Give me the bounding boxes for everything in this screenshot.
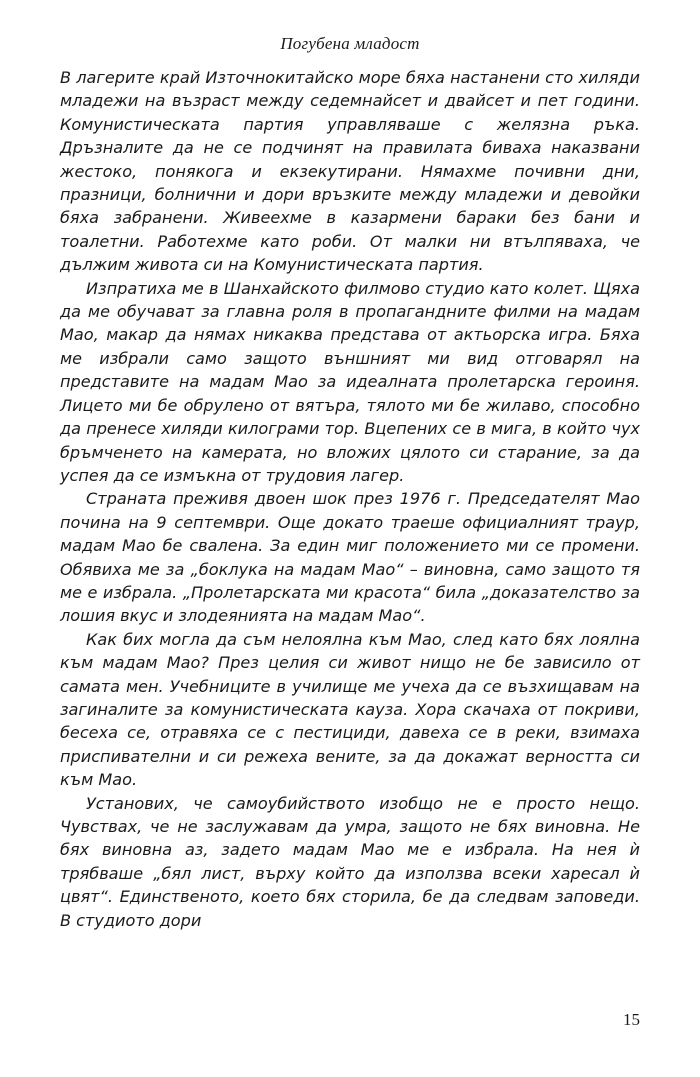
page-number: 15 — [623, 1010, 640, 1029]
body-text — [60, 66, 640, 932]
paragraph: Страната преживя двоен шок през 1976 г. Председателят Мао почина на 9 септември. Още докато траеше официалният траур, мадам Мао бе свалена. За един миг положението ми се промени. Обявиха ме за „боклука на мадам Мао“ – виновна, само защото тя ме е избрала. „Пролетарската ми красота“ била „доказателство за лошия вкус и злодеянията на мадам Мао“. — [60, 489, 640, 626]
paragraph: Как бих могла да съм нелоялна към Мао, след като бях лоялна към мадам Мао? През целия си живот нищо не бе зависило от самата мен. Учебниците в училище ме учеха да се възхищавам на загиналите за комунистическата кауза. Хора скачаха от покриви, бесеха се, отравяха се с пестициди, давеха се в реки, взимаха приспивателни и си режеха вените, за да докажат верността си към Мао. — [60, 629, 640, 790]
paragraph: Изпратиха ме в Шанхайското филмово студио като колет. Щяха да ме обучават за главна роля в пропагандните филми на мадам Мао, макар да нямах никаква представа от актьорска игра. Бяха ме избрали само защото външният ми вид отговарял на представите на мадам Мао за идеалната пролетарска героиня. Лицето ми бе обрулено от вятъра, тялото ми бе жилаво, способно да пренесе хиляди килограми тор. Вцепених се в мига, в който чух бръмченето на камерата, но вложих цялото си старание, за да успея да се измъкна от трудовия лагер. — [60, 278, 640, 485]
paragraph: Установих, че самоубийството изобщо не е просто нещо. Чувствах, че не заслужавам да умра, защото не бях виновна. Не бях виновна аз, задето мадам Мао ме е избрала. На нея ѝ трябваше „бял лист, върху който да използва всеки харесал ѝ цвят“. Единственото, което бях сторила, бе да следвам заповеди. В студиото дори — [60, 793, 640, 930]
paragraph: В лагерите край Източнокитайско море бяха настанени сто хиляди младежи на възраст между седемнайсет и двайсет и пет години. Комунистическата партия управляваше с желязна ръка. Дръзналите да не се подчинят на правилата биваха наказвани жестоко, понякога и екзекутирани. Нямахме почивни дни, празници, болнични и дори връзките между младежи и девойки бяха забранени. Живеехме в казармени бараки без бани и тоалетни. Работехме като роби. От малки ни втълпяваха, че дължим живота си на Комунистическата партия. — [60, 68, 640, 275]
running-title: Погубена младост — [280, 34, 420, 53]
